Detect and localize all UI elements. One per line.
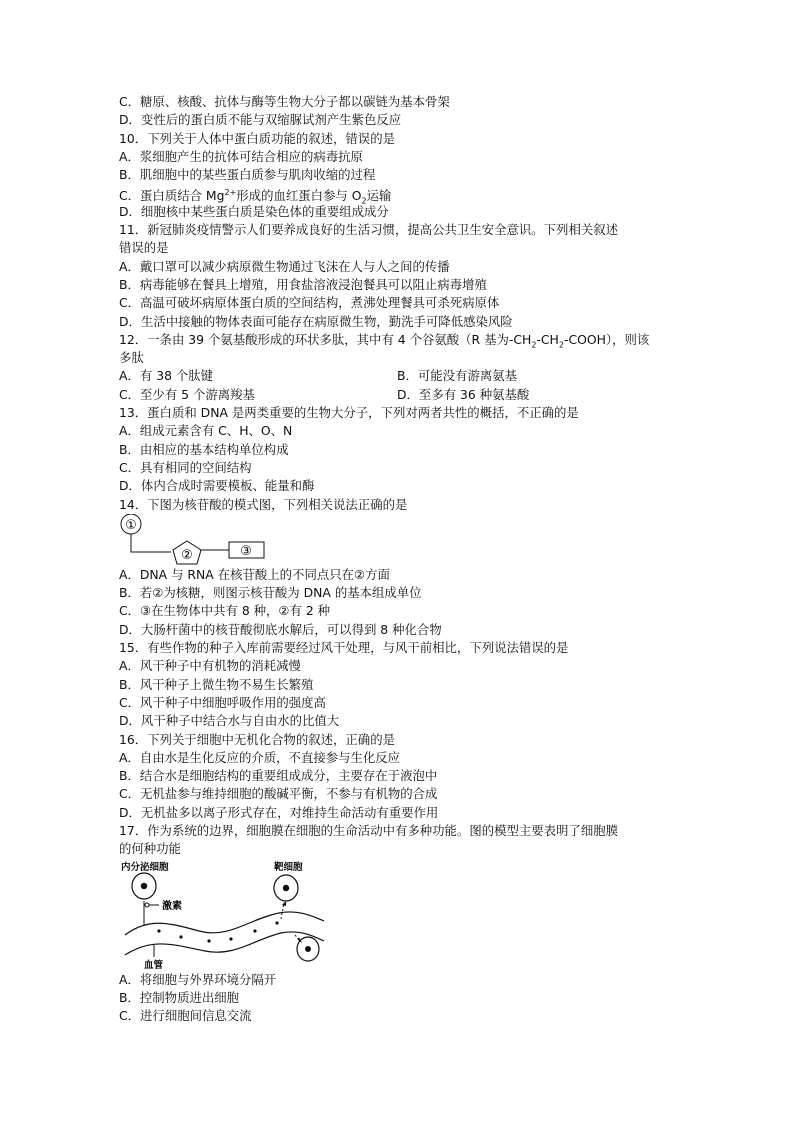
nucleotide-diagram (119, 514, 679, 566)
q12-options-row2 (119, 386, 679, 404)
target-cell-bottom-nucleus (305, 946, 311, 952)
q16-stem: 16．下列关于细胞中无机化合物的叙述，正确的是 (119, 731, 395, 747)
q10-c-text2: 形成的血红蛋白参与 O (236, 188, 362, 204)
q12-subscript-1: 2 (531, 340, 537, 350)
q15-option-d: D．风干种子中结合水与自由水的比值大 (119, 713, 340, 729)
q16-option-d: D．无机盐多以离子形式存在，对维持生命活动有重要作用 (119, 804, 439, 820)
exam-page (119, 93, 679, 1025)
label-3: ③ (240, 543, 252, 559)
signal-arrowhead-up (282, 901, 286, 906)
q10-option-b: B．肌细胞中的某些蛋白质参与肌肉收缩的过程 (119, 167, 376, 183)
q10-c-subscript: 2 (361, 197, 367, 207)
q12-stem-text3: -COOH），则该 (563, 331, 650, 347)
q14-option-c: C．③在生物体中共有 8 种，②有 2 种 (119, 603, 331, 619)
target-cell-top-nucleus (283, 884, 289, 890)
q10-c-text1: C．蛋白质结合 Mg (119, 188, 225, 204)
q12-option-c: C．至少有 5 个游离羧基 (119, 386, 255, 402)
q13-stem: 13．蛋白质和 DNA 是两类重要的生物大分子，下列对两者共性的概括，不正确的是 (119, 405, 579, 421)
q11-stem-line2: 错误的是 (119, 240, 169, 256)
q11-stem-line1: 11．新冠肺炎疫情警示人们要养成良好的生活习惯，提高公共卫生安全意识。下列相关叙述 (119, 222, 619, 238)
q12-options-row1 (119, 367, 679, 385)
hormone-molecule (253, 929, 256, 932)
target-cell-label: 靶细胞 (274, 861, 303, 873)
q12-stem-text2: -CH (536, 331, 559, 347)
q10-option-c (119, 184, 679, 207)
q10-option-d: D．细胞核中某些蛋白质是染色体的重要组成成分 (119, 203, 389, 219)
q14-option-d: D．大肠杆菌中的核苷酸彻底水解后，可以得到 8 种化合物 (119, 621, 442, 637)
q15-stem: 15．有些作物的种子入库前需要经过风干处理，与风干前相比，下列说法错误的是 (119, 640, 569, 656)
q12-option-a: A．有 38 个肽键 (119, 368, 214, 384)
vessel-label: 血管 (144, 959, 164, 971)
q16-option-b: B．结合水是细胞结构的重要组成成分，主要存在于液泡中 (119, 768, 438, 784)
hormone-molecule (229, 937, 232, 940)
hormone-molecule (207, 939, 210, 942)
q9-option-c: C．糖原、核酸、抗体与酶等生物大分子都以碳链为基本骨架 (119, 94, 450, 109)
q15-option-c: C．风干种子中细胞呼吸作用的强度高 (119, 694, 326, 710)
q12-stem-text1: 12．一条由 39 个氨基酸形成的环状多肽，其中有 4 个谷氨酸（R 基为-CH (119, 331, 532, 347)
hormone-molecule (179, 935, 182, 938)
q12-option-d: D．至多有 36 种氨基酸 (397, 386, 530, 402)
q11-option-c: C．高温可破坏病原体蛋白质的空间结构，煮沸处理餐具可杀死病原体 (119, 295, 500, 311)
q12-option-b: B．可能没有游离氨基 (397, 368, 518, 384)
q11-option-b: B．病毒能够在餐具上增殖，用食盐溶液浸泡餐具可以阻止病毒增殖 (119, 276, 487, 292)
q13-option-a: A．组成元素含有 C、H、O、N (119, 423, 293, 439)
q10-c-superscript: 2+ (224, 188, 237, 198)
q12-subscript-2: 2 (558, 340, 564, 350)
hormone-molecule (157, 929, 160, 932)
q17-option-b: B．控制物质进出细胞 (119, 989, 240, 1005)
endocrine-cell-label: 内分泌细胞 (121, 861, 169, 873)
q13-option-d: D．体内合成时需要模板、能量和酶 (119, 478, 315, 494)
cell-signaling-svg (119, 861, 329, 971)
phosphate-bond (131, 534, 171, 552)
q15-option-a: A．风干种子中有机物的消耗减慢 (119, 658, 301, 674)
hormone-label: 激素 (162, 900, 182, 912)
q14-option-b: B．若②为核糖，则图示核苷酸为 DNA 的基本组成单位 (119, 585, 422, 601)
hormone-granule (145, 903, 149, 907)
hormone-molecule (275, 921, 278, 924)
q17-option-a: A．将细胞与外界环境分隔开 (119, 971, 277, 987)
q13-option-b: B．由相应的基本结构单位构成 (119, 441, 289, 457)
q11-option-d: D．生活中接触的物体表面可能存在病原微生物，勤洗手可降低感染风险 (119, 313, 513, 329)
q13-option-c: C．具有相同的空间结构 (119, 459, 252, 475)
q17-stem-line1: 17．作为系统的边界，细胞膜在细胞的生命活动中有多种功能。图的模型主要表明了细胞膜 (119, 822, 619, 838)
q17-stem-line2: 的何种功能 (119, 841, 181, 857)
q10-stem: 10．下列关于人体中蛋白质功能的叙述，错误的是 (119, 130, 395, 146)
q16-option-c: C．无机盐参与维持细胞的酸碱平衡，不参与有机物的合成 (119, 786, 438, 802)
cell-signaling-diagram (119, 861, 679, 971)
label-2: ② (181, 547, 193, 563)
q10-option-a: A．浆细胞产生的抗体可结合相应的病毒抗原 (119, 148, 363, 164)
q14-stem: 14．下图为核苷酸的模式图，下列相关说法正确的是 (119, 496, 408, 512)
label-1: ① (125, 517, 137, 533)
q10-c-text3: 运输 (366, 188, 392, 204)
q17-option-c: C．进行细胞间信息交流 (119, 1008, 252, 1024)
q15-option-b: B．风干种子上微生物不易生长繁殖 (119, 676, 314, 692)
q11-option-a: A．戴口罩可以减少病原微生物通过飞沫在人与人之间的传播 (119, 258, 450, 274)
q14-option-a: A．DNA 与 RNA 在核苷酸上的不同点只在②方面 (119, 566, 390, 582)
nucleotide-diagram-svg (119, 514, 279, 566)
q12-stem-line2: 多肽 (119, 350, 144, 366)
vessel-wall-bottom (125, 931, 324, 954)
q9-option-d: D．变性后的蛋白质不能与双缩脲试剂产生紫色反应 (119, 112, 402, 128)
q12-stem-line1 (119, 331, 679, 349)
signal-arrow-up (281, 903, 284, 919)
endocrine-cell-nucleus (141, 882, 147, 888)
q16-option-a: A．自由水是生化反应的介质，不直接参与生化反应 (119, 749, 401, 765)
